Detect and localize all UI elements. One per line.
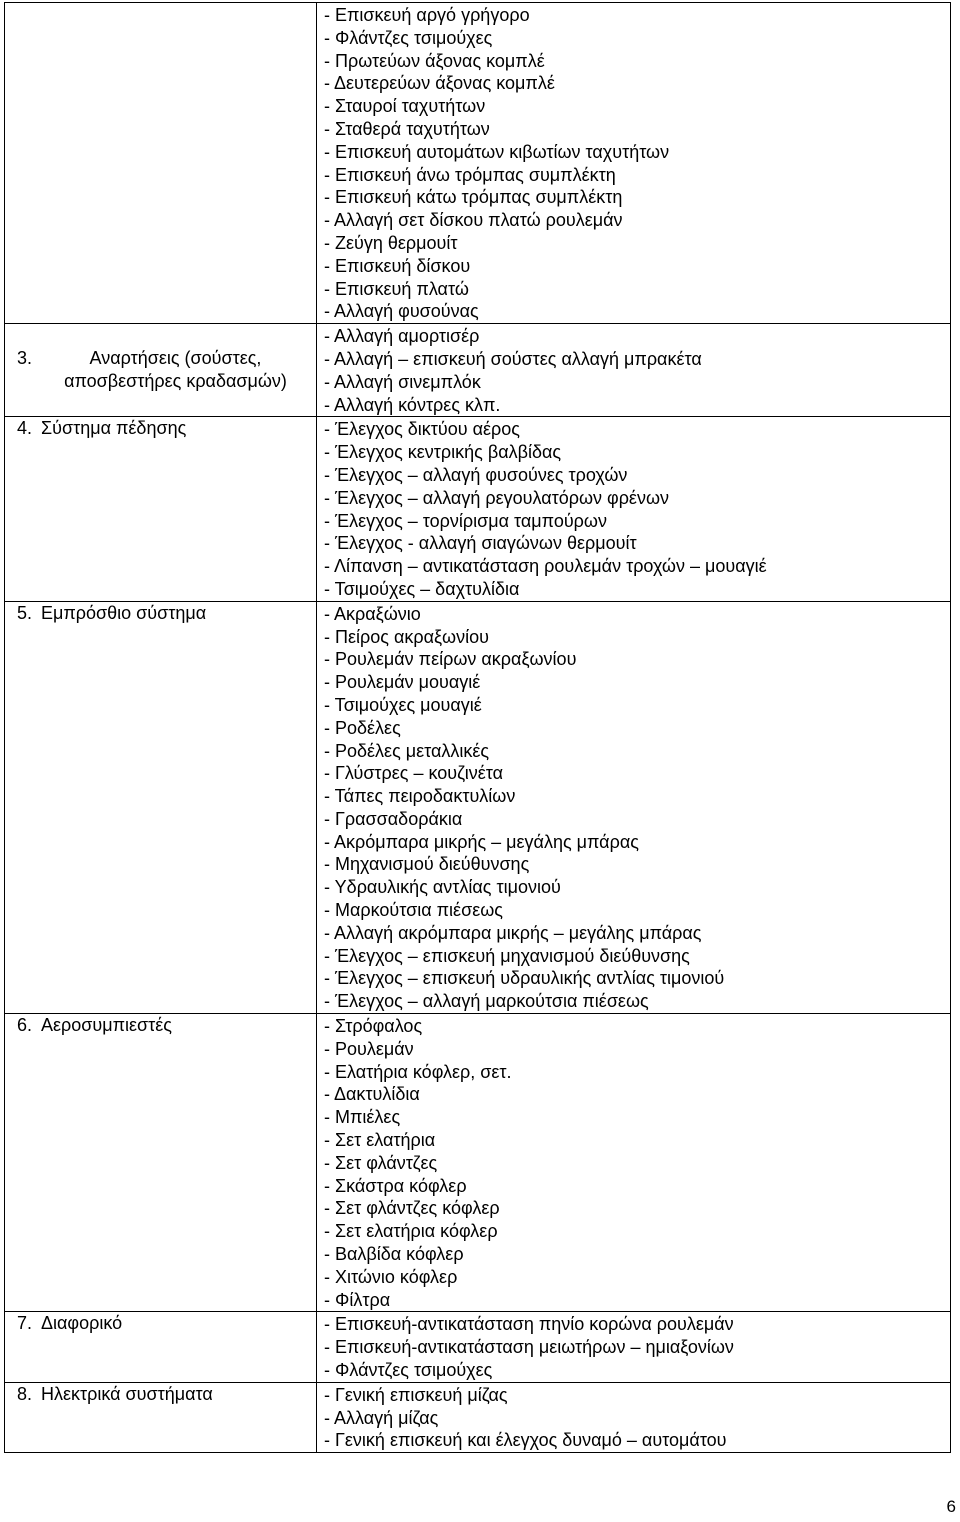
category xyxy=(17,417,310,440)
list-item: - Έλεγχος – αλλαγή φυσούνες τροχών xyxy=(324,464,628,485)
list-item: - Γρασσαδοράκια xyxy=(324,808,463,829)
page-number: 6 xyxy=(946,1497,956,1516)
list-item: - Έλεγχος – επισκευή υδραυλικής αντλίας τιμονιού xyxy=(324,968,725,989)
maintenance-table xyxy=(4,2,951,1453)
list-item: - Επισκευή αυτομάτων κιβωτίων ταχυτήτων xyxy=(324,141,670,162)
list-item: - Δακτυλίδια xyxy=(324,1084,420,1105)
items-cell xyxy=(317,601,951,1013)
list-item: - Έλεγχος κεντρικής βαλβίδας xyxy=(324,442,562,463)
list-item: - Γενική επισκευή και έλεγχος δυναμό – αυτομάτου xyxy=(324,1430,727,1451)
list-item: - Αλλαγή – επισκευή σούστες αλλαγή μπρακέτα xyxy=(324,348,702,369)
list-item: - Τσιμούχες – δαχτυλίδια xyxy=(324,578,520,599)
list-item: - Αλλαγή αμορτισέρ xyxy=(324,326,480,347)
category-cell xyxy=(5,324,317,417)
list-item: - Μηχανισμού διεύθυνσης xyxy=(324,854,530,875)
list-item: - Έλεγχος δικτύου αέρος xyxy=(324,419,520,440)
list-item: - Τάπες πειροδακτυλίων xyxy=(324,786,516,807)
list-item: - Ακρόμπαρα μικρής – μεγάλης μπάρας xyxy=(324,831,639,852)
category-number: 6. xyxy=(17,1015,33,1036)
list-item: - Γλύστρες – κουζινέτα xyxy=(324,763,504,784)
list-item: - Ζεύγη θερμουίτ xyxy=(324,232,458,253)
category-number: 8. xyxy=(17,1383,33,1404)
list-item: - Μπιέλες xyxy=(324,1107,401,1128)
category-label: Αναρτήσεις (σούστες, αποσβεστήρες κραδασμών) xyxy=(64,348,287,392)
item-list xyxy=(317,417,950,600)
list-item: - Σετ ελατήρια κόφλερ xyxy=(324,1221,498,1242)
item-list xyxy=(317,3,950,323)
list-item: - Επισκευή πλατώ xyxy=(324,278,469,299)
list-item: - Σετ φλάντζες xyxy=(324,1152,438,1173)
list-item: - Γενική επισκευή μίζας xyxy=(324,1384,508,1405)
list-item: - Αλλαγή μίζας xyxy=(324,1407,439,1428)
list-item: - Φίλτρα xyxy=(324,1289,391,1310)
list-item: - Αλλαγή φυσούνας xyxy=(324,301,479,322)
list-item: - Ροδέλες μεταλλικές xyxy=(324,740,490,761)
list-item: - Ροδέλες xyxy=(324,717,401,738)
items-cell xyxy=(317,324,951,417)
category-label: Ηλεκτρικά συστήματα xyxy=(41,1383,213,1404)
item-list xyxy=(317,1312,950,1381)
list-item: - Υδραυλικής αντλίας τιμονιού xyxy=(324,877,561,898)
list-item: - Έλεγχος – τορνίρισμα ταμπούρων xyxy=(324,510,607,531)
category-label: Διαφορικό xyxy=(41,1313,123,1334)
list-item: - Χιτώνιο κόφλερ xyxy=(324,1266,458,1287)
table-row xyxy=(5,324,951,417)
table-row xyxy=(5,1382,951,1452)
category-number: 7. xyxy=(17,1313,33,1334)
items-cell xyxy=(317,1382,951,1452)
list-item: - Σταυροί ταχυτήτων xyxy=(324,96,486,117)
list-item: - Επισκευή δίσκου xyxy=(324,255,471,276)
items-cell xyxy=(317,3,951,324)
category-cell xyxy=(5,3,317,324)
list-item: - Φλάντζες τσιμούχες xyxy=(324,27,493,48)
list-item: - Επισκευή αργό γρήγορο xyxy=(324,5,530,25)
list-item: - Σταθερά ταχυτήτων xyxy=(324,118,490,139)
list-item: - Πρωτεύων άξονας κομπλέ xyxy=(324,50,545,71)
items-cell xyxy=(317,417,951,601)
category-cell xyxy=(5,417,317,601)
list-item: - Αλλαγή σετ δίσκου πλατώ ρουλεμάν xyxy=(324,210,623,231)
list-item: - Έλεγχος – αλλαγή ρεγουλατόρων φρένων xyxy=(324,487,670,508)
category-number: 5. xyxy=(17,602,33,623)
list-item: - Φλάντζες τσιμούχες xyxy=(324,1360,493,1381)
list-item: - Έλεγχος - αλλαγή σιαγώνων θερμουίτ xyxy=(324,533,637,554)
list-item: - Αλλαγή κόντρες κλπ. xyxy=(324,394,501,415)
list-item: - Λίπανση – αντικατάσταση ρουλεμάν τροχών – μουαγιέ xyxy=(324,556,767,577)
list-item: - Επισκευή-αντικατάσταση μειωτήρων – ημιαξονίων xyxy=(324,1337,734,1358)
list-item: - Ακραξώνιο xyxy=(324,603,421,624)
category xyxy=(17,1312,310,1335)
list-item: - Αλλαγή σινεμπλόκ xyxy=(324,371,481,392)
table-body xyxy=(5,3,951,1453)
list-item: - Έλεγχος – επισκευή μηχανισμού διεύθυνσης xyxy=(324,945,690,966)
list-item: - Ρουλεμάν μουαγιέ xyxy=(324,672,481,693)
list-item: - Ρουλεμάν xyxy=(324,1038,414,1059)
list-item: - Σκάστρα κόφλερ xyxy=(324,1175,467,1196)
category-label: Εμπρόσθιο σύστημα xyxy=(41,602,207,623)
category-cell xyxy=(5,601,317,1013)
list-item: - Επισκευή κάτω τρόμπας συμπλέκτη xyxy=(324,187,623,208)
list-item: - Αλλαγή ακρόμπαρα μικρής – μεγάλης μπάρας xyxy=(324,922,702,943)
category-number: 3. xyxy=(17,348,33,369)
list-item: - Βαλβίδα κόφλερ xyxy=(324,1244,464,1265)
list-item: - Πείρος ακραξωνίου xyxy=(324,626,489,647)
category xyxy=(17,1014,310,1037)
list-item: - Ρουλεμάν πείρων ακραξωνίου xyxy=(324,649,577,670)
list-item: - Ελατήρια κόφλερ, σετ. xyxy=(324,1061,512,1082)
item-list xyxy=(317,1014,950,1311)
item-list xyxy=(317,1383,950,1452)
category-cell xyxy=(5,1014,317,1312)
table-row xyxy=(5,417,951,601)
list-item: - Μαρκούτσια πιέσεως xyxy=(324,900,503,921)
list-item: - Επισκευή άνω τρόμπας συμπλέκτη xyxy=(324,164,616,185)
item-list xyxy=(317,324,950,416)
category-label: Σύστημα πέδησης xyxy=(41,418,187,439)
category xyxy=(17,347,310,393)
list-item: - Επισκευή-αντικατάσταση πηνίο κορώνα ρουλεμάν xyxy=(324,1314,734,1335)
table-row xyxy=(5,1014,951,1312)
table-row xyxy=(5,601,951,1013)
table-row xyxy=(5,1312,951,1382)
category xyxy=(17,1383,310,1406)
list-item: - Δευτερεύων άξονας κομπλέ xyxy=(324,73,555,94)
list-item: - Σετ φλάντζες κόφλερ xyxy=(324,1198,500,1219)
items-cell xyxy=(317,1014,951,1312)
category-label: Αεροσυμπιεστές xyxy=(41,1015,172,1036)
list-item: - Τσιμούχες μουαγιέ xyxy=(324,694,482,715)
list-item: - Σετ ελατήρια xyxy=(324,1130,436,1151)
list-item: - Έλεγχος – αλλαγή μαρκούτσια πιέσεως xyxy=(324,991,649,1012)
items-cell xyxy=(317,1312,951,1382)
category-cell xyxy=(5,1382,317,1452)
item-list xyxy=(317,602,950,1013)
list-item: - Στρόφαλος xyxy=(324,1016,423,1037)
category-cell xyxy=(5,1312,317,1382)
table-row xyxy=(5,3,951,324)
category-number: 4. xyxy=(17,418,33,439)
category xyxy=(17,602,310,625)
